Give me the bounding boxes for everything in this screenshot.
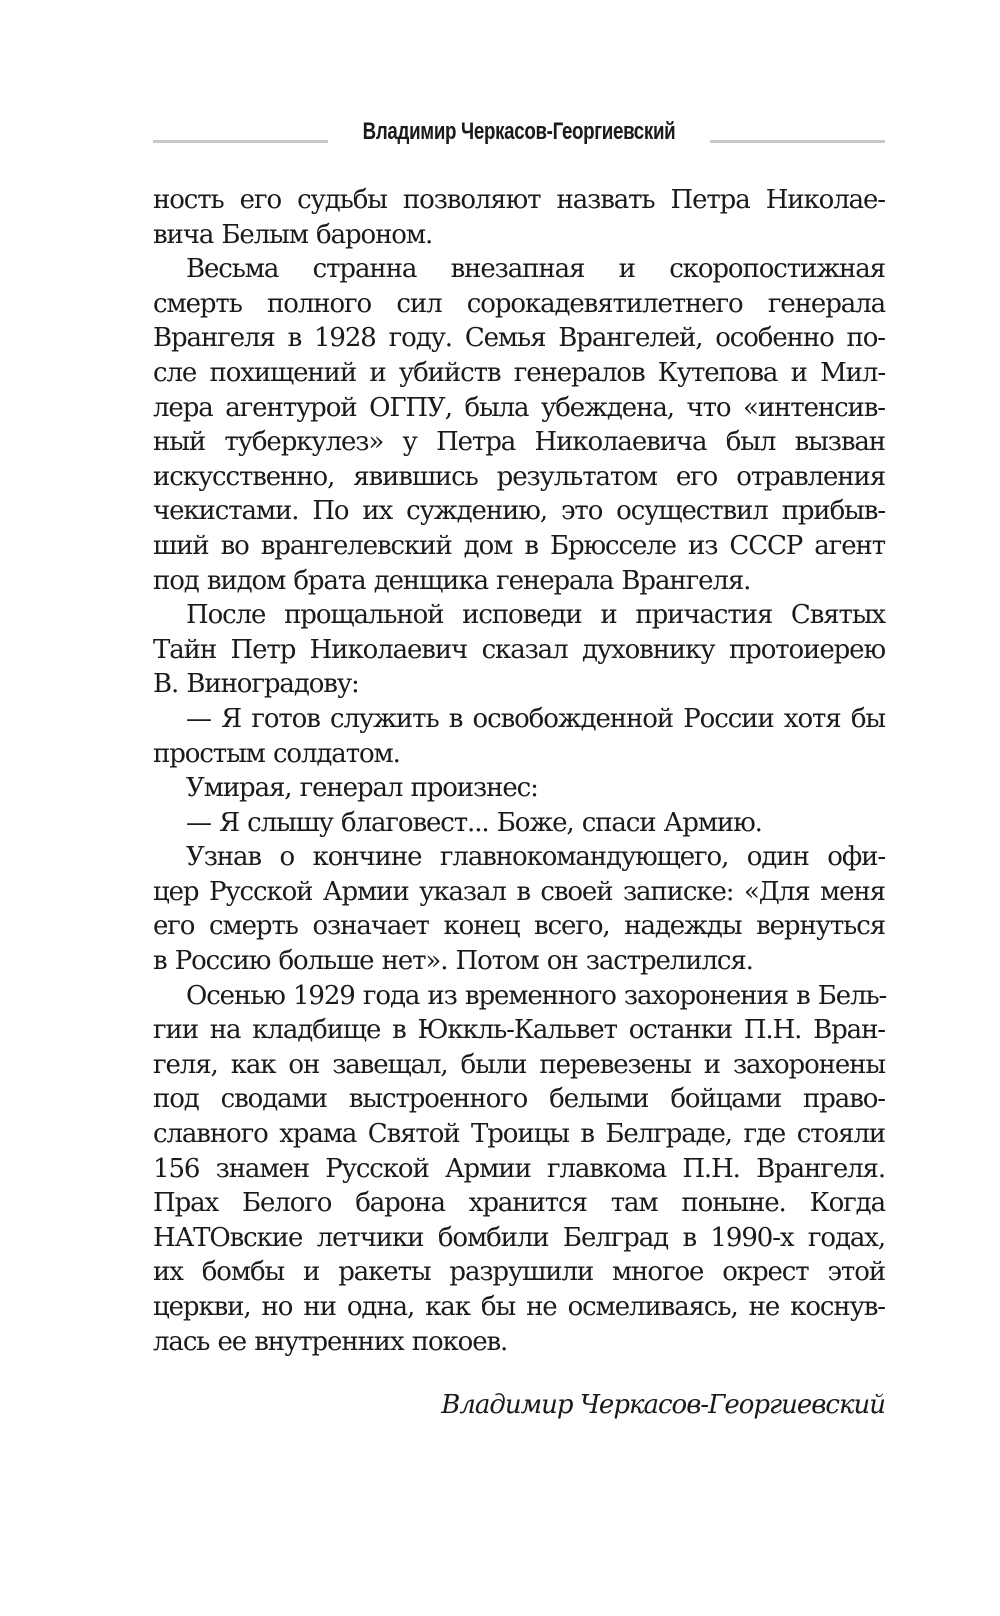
text-line: их бомбы и ракеты разрушили многое окрест этой: [153, 1257, 885, 1288]
text-line: сле похищений и убийств генералов Кутепова и Мил-: [153, 357, 885, 388]
author-signature: Владимир Черкасов-Георгиевский: [441, 1390, 885, 1420]
text-line: лась ее внутренних покоев.: [153, 1326, 508, 1357]
text-line: чекистами. По их суждению, это осуществил прибыв-: [153, 496, 885, 527]
text-line: Тайн Петр Николаевич сказал духовнику протоиерею: [153, 634, 885, 665]
text-line: славного храма Святой Троицы в Белграде, где стояли: [153, 1119, 885, 1150]
text-line: ший во врангелевский дом в Брюсселе из СССР агент: [153, 530, 885, 561]
text-line: — Я слышу благовест... Боже, спаси Армию.: [186, 807, 762, 838]
text-line: смерть полного сил сорокадевятилетнего генерала: [153, 288, 885, 319]
text-line: Узнав о кончине главнокомандующего, один офи-: [186, 842, 885, 873]
text-line: В. Виноградову:: [153, 669, 359, 700]
text-line: Врангеля в 1928 году. Семья Врангелей, особенно по-: [153, 323, 885, 354]
text-line: ный туберкулез» у Петра Николаевича был вызван: [153, 427, 885, 458]
text-line: простым солдатом.: [153, 738, 400, 769]
running-head-title: Владимир Черкасов-Георгиевский: [362, 118, 676, 145]
running-head: [153, 112, 885, 152]
text-line: Умирая, генерал произнес:: [186, 773, 538, 804]
header-rule-right: [710, 140, 885, 143]
text-line: — Я готов служить в освобожденной России хотя бы: [186, 703, 885, 734]
text-line: Осенью 1929 года из временного захоронения в Бель-: [186, 980, 887, 1011]
text-line: в Россию больше нет». Потом он застрелился.: [153, 946, 753, 977]
text-line: ность его судьбы позволяют назвать Петра Николае-: [153, 185, 885, 215]
text-line: 156 знамен Русской Армии главкома П.Н. Врангеля.: [153, 1153, 885, 1184]
text-line: НАТОвские летчики бомбили Белград в 1990-х годах,: [153, 1222, 885, 1253]
text-line: его смерть означает конец всего, надежды вернуться: [153, 911, 885, 942]
text-line: гии на кладбище в Юккль-Кальвет останки П.Н. Вран-: [153, 1015, 885, 1046]
body-text: [153, 183, 885, 1359]
text-line: геля, как он завещал, были перевезены и захоронены: [153, 1049, 885, 1080]
text-line: Весьма странна внезапная и скоропостижная: [186, 254, 885, 285]
text-line: лера агентурой ОГПУ, была убеждена, что «интенсив-: [153, 392, 885, 423]
text-line: Прах Белого барона хранится там поныне. Когда: [153, 1188, 885, 1219]
text-line: под сводами выстроенного белыми бойцами право-: [153, 1084, 885, 1115]
text-line: вича Белым бароном.: [153, 219, 433, 250]
text-line: После прощальной исповеди и причастия Святых: [186, 600, 885, 631]
text-line: искусственно, явившись результатом его отравления: [153, 461, 885, 492]
text-line: под видом брата денщика генерала Врангеля.: [153, 565, 751, 596]
text-line: церкви, но ни одна, как бы не осмеливаясь, не коснув-: [153, 1292, 885, 1322]
text-line: цер Русской Армии указал в своей записке: «Для меня: [153, 876, 885, 907]
